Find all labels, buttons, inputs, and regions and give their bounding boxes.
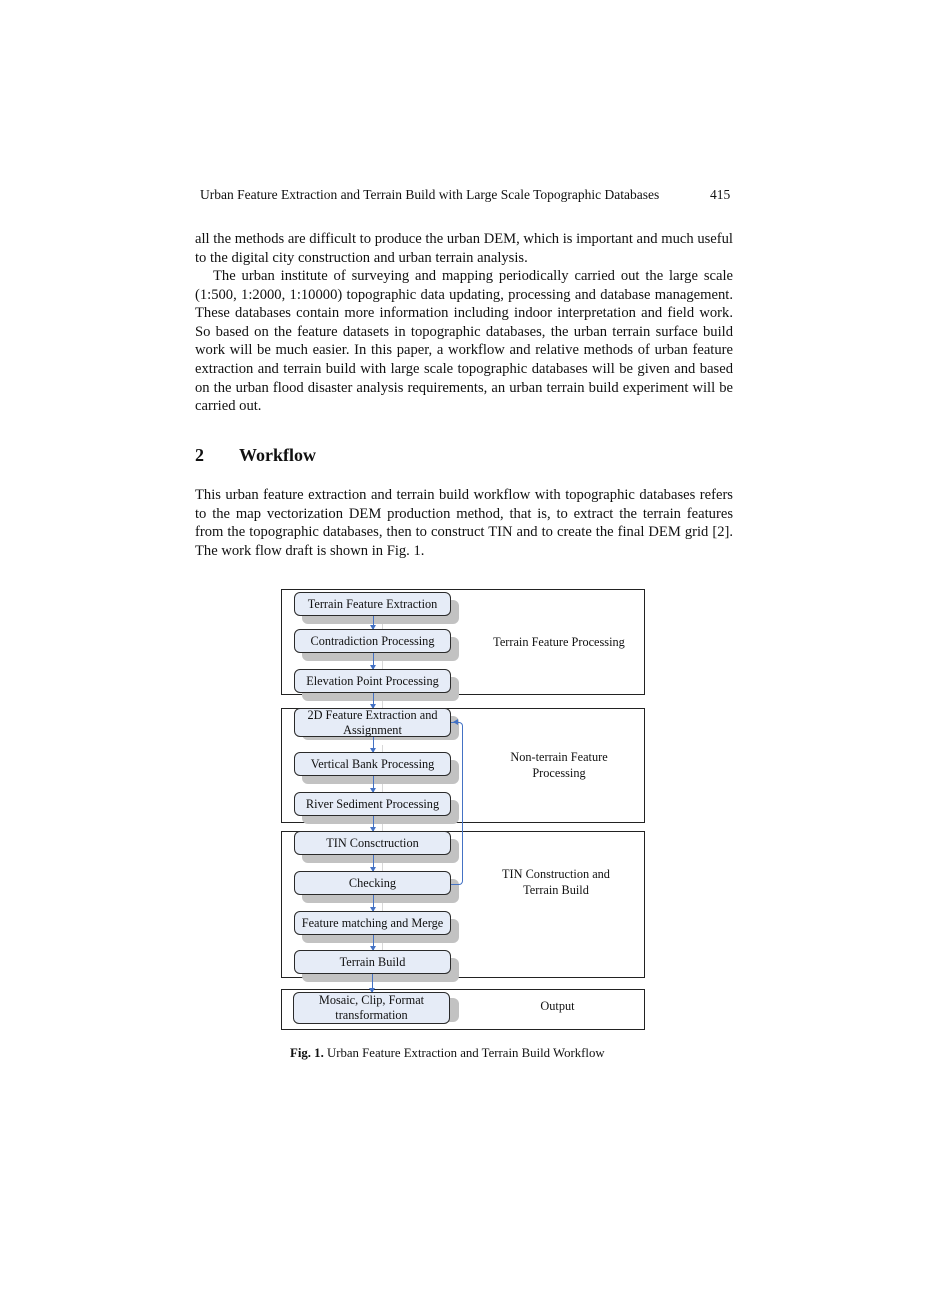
step-river-sediment-processing: River Sediment Processing: [294, 792, 451, 816]
section-title: Workflow: [239, 445, 317, 465]
arrow-down-icon: [373, 935, 374, 950]
step-feature-matching-merge: Feature matching and Merge: [294, 911, 451, 935]
arrow-down-icon: [373, 816, 374, 831]
caption-text: Urban Feature Extraction and Terrain Build Workflow: [323, 1046, 605, 1060]
arrow-down-icon: [373, 616, 374, 629]
running-head: Urban Feature Extraction and Terrain Build with Large Scale Topographic Databases: [200, 187, 660, 202]
step-contradiction-processing: Contradiction Processing: [294, 629, 451, 653]
step-2d-feature-extraction: 2D Feature Extraction and Assignment: [294, 708, 451, 737]
step-terrain-feature-extraction: Terrain Feature Extraction: [294, 592, 451, 616]
group-label: Output: [540, 999, 575, 1013]
caption-label: Fig. 1.: [290, 1046, 324, 1060]
arrow-down-icon: [372, 974, 373, 992]
section-number: 2: [195, 445, 204, 465]
section-heading: [195, 445, 316, 466]
group-label: TIN Construction and Terrain Build: [502, 867, 610, 897]
group-label: Non-terrain Feature Processing: [510, 750, 608, 780]
arrow-down-icon: [373, 855, 374, 871]
arrow-down-icon: [373, 737, 374, 752]
step-checking: Checking: [294, 871, 451, 895]
arrow-down-icon: [373, 693, 374, 708]
step-mosaic-clip-format: Mosaic, Clip, Format transformation: [293, 992, 450, 1024]
step-elevation-point-processing: Elevation Point Processing: [294, 669, 451, 693]
arrow-left-icon: [453, 719, 458, 725]
paragraph: This urban feature extraction and terrain build workflow with topographic databases refers to the map vectorization DEM production method, that is, to extract the terrain features from the topographic databases, then to construct TIN and to create the final DEM grid [2]. The work flow draft is shown in Fig. 1.: [195, 487, 733, 559]
group-label: Terrain Feature Processing: [493, 635, 625, 649]
step-tin-construction: TIN Consctruction: [294, 831, 451, 855]
page-number: 415: [710, 187, 731, 202]
paragraph: The urban institute of surveying and mapping periodically carried out the large scale (1:500, 1:2000, 1:10000) topographic data updating, processing and database management. These databases contain more information including indoor interpretation and field work. So based on the feature datasets in topographic databases, the urban terrain surface build work will be much easier. In this paper, a workflow and relative methods of urban feature extraction and terrain build with large scale topographic databases will be given and based on the urban flood disaster analysis requirements, an urban terrain build experiment will be carried out.: [195, 268, 733, 415]
arrow-down-icon: [373, 776, 374, 792]
step-vertical-bank-processing: Vertical Bank Processing: [294, 752, 451, 776]
feedback-loop-connector: [451, 722, 463, 885]
step-terrain-build: Terrain Build: [294, 950, 451, 974]
paragraph: all the methods are difficult to produce the urban DEM, which is important and much useful to the digital city construction and urban terrain analysis.: [195, 231, 733, 266]
arrow-down-icon: [373, 653, 374, 669]
arrow-down-icon: [373, 895, 374, 911]
figure-caption: [290, 1046, 605, 1061]
